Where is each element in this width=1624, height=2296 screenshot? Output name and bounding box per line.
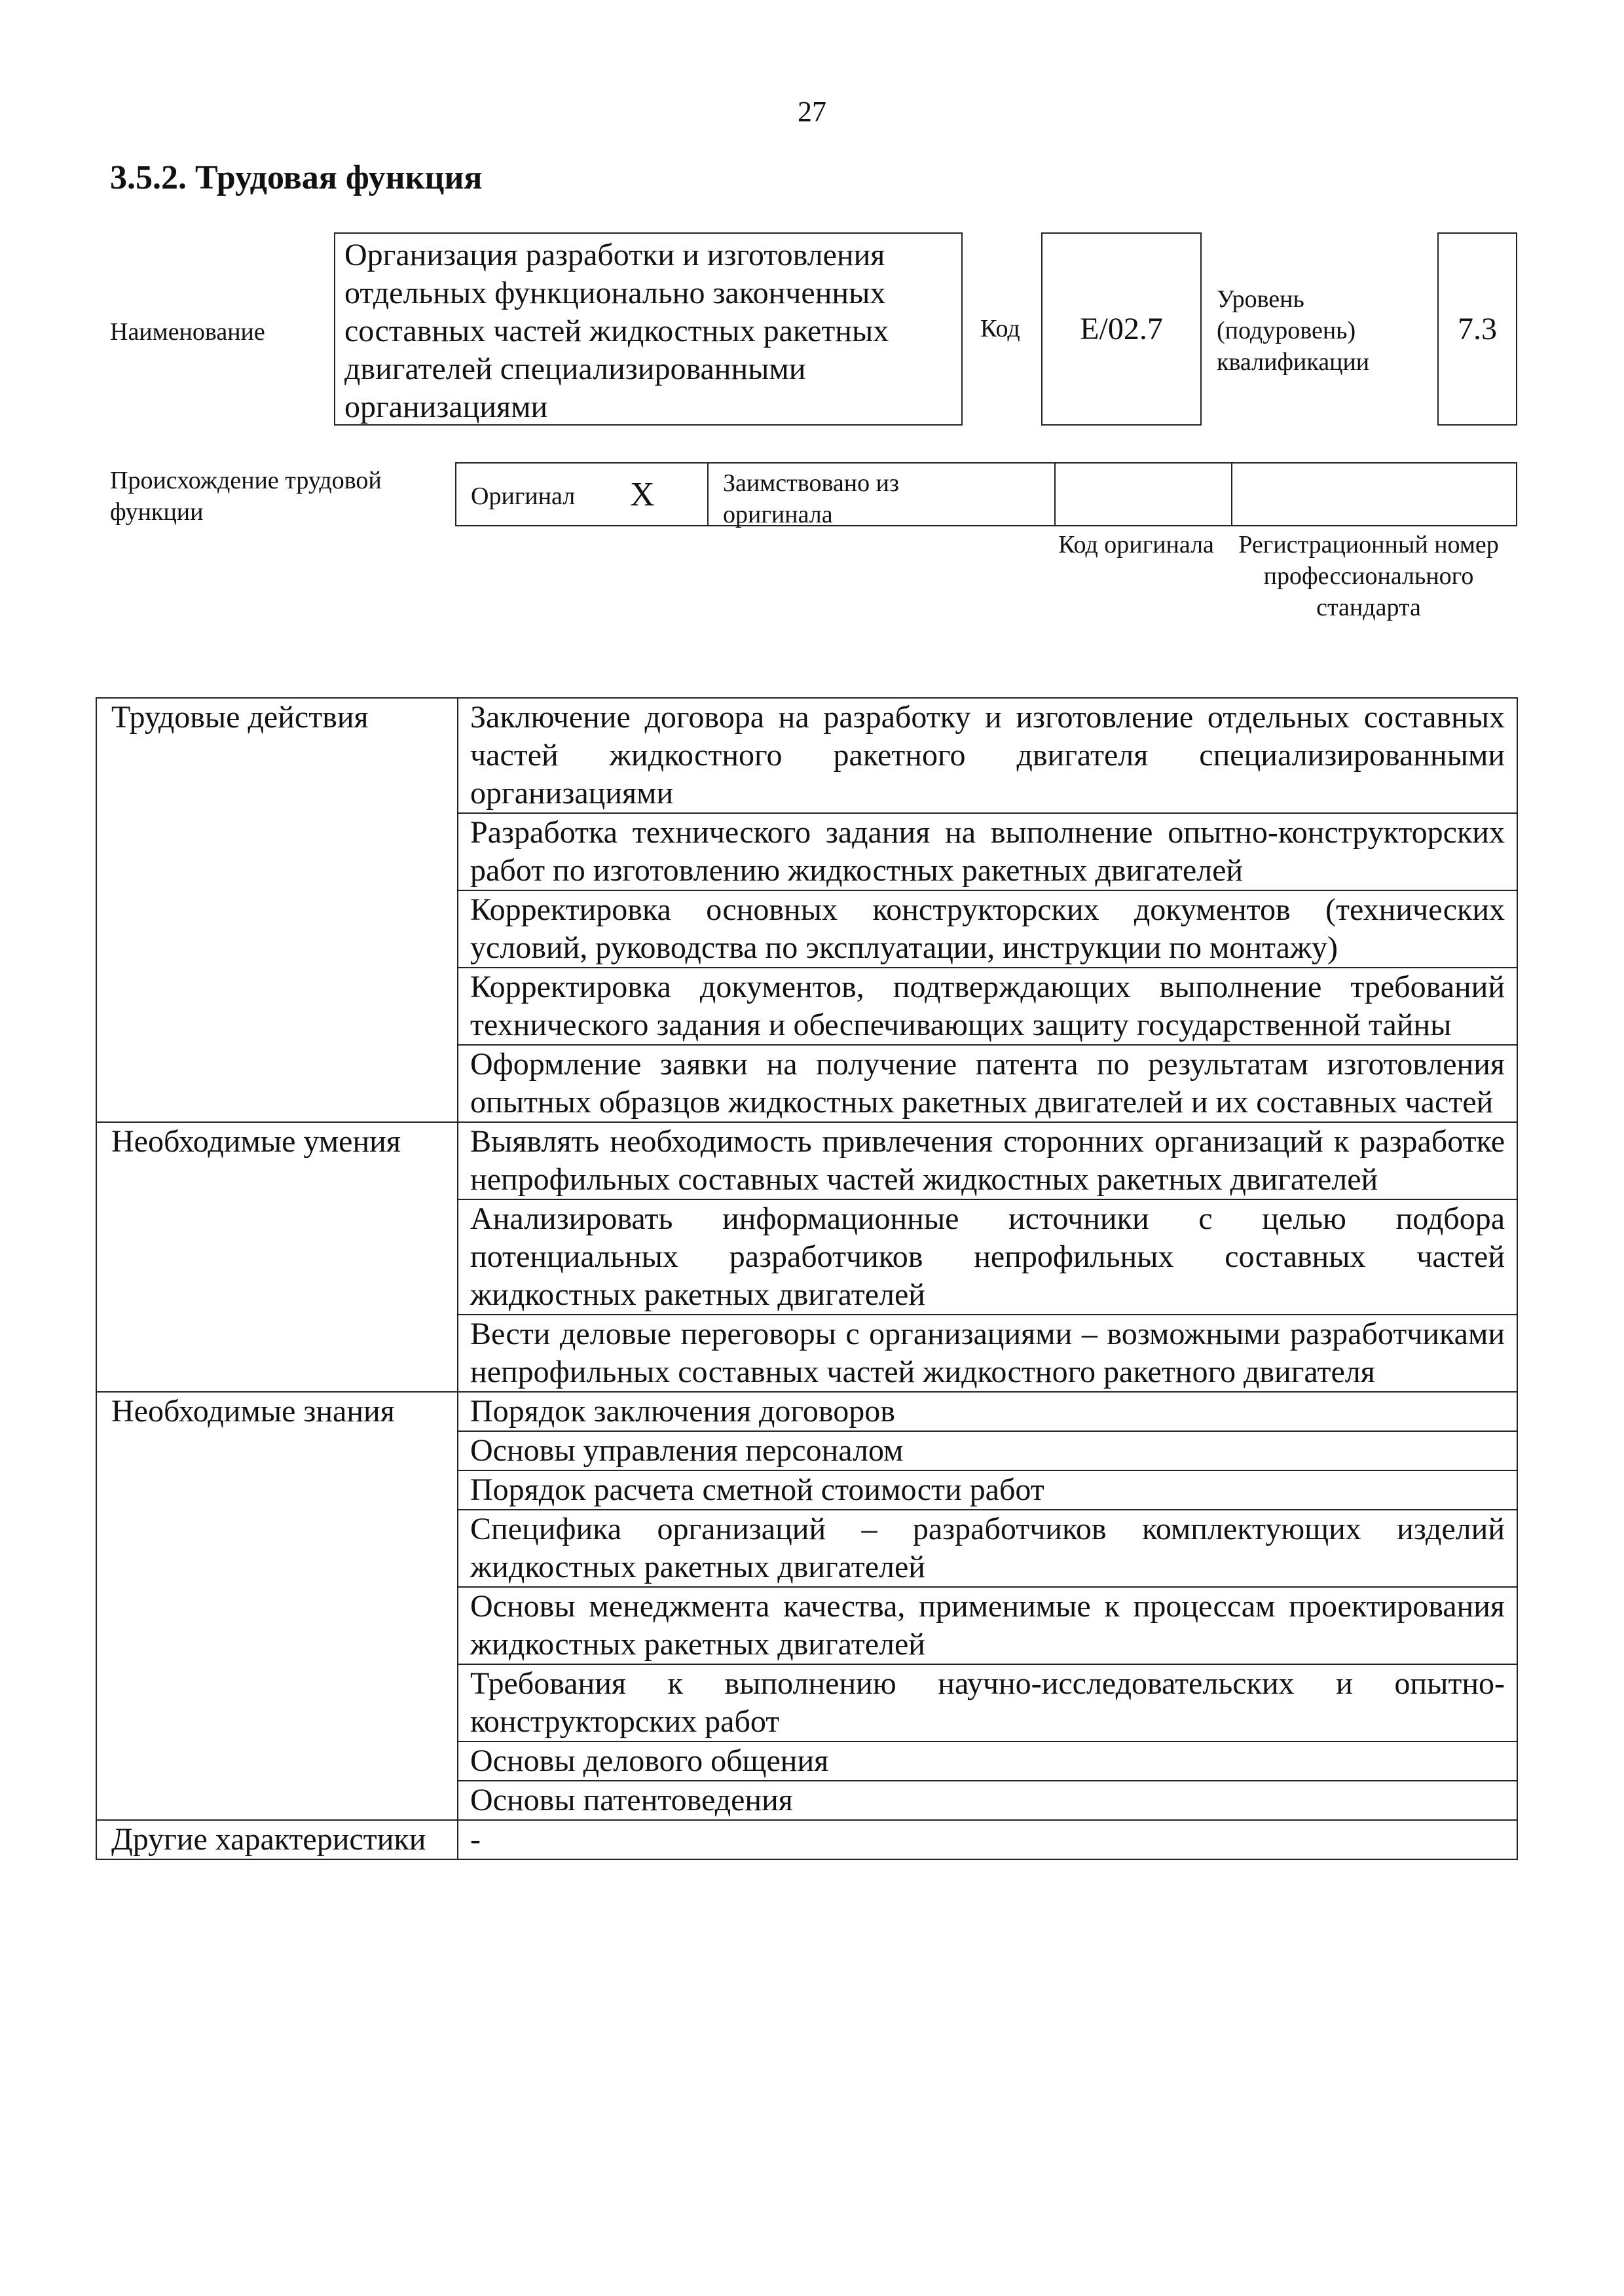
row-text: Вести деловые переговоры с организациями – возможными разработчиками непрофильных составных частей жидкостного ракетного двигателя bbox=[458, 1315, 1517, 1392]
row-text: Анализировать информационные источники с целью подбора потенциальных разработчиков непрофильных составных частей жидкостных ракетных двигателей bbox=[458, 1199, 1517, 1315]
category-cell: Необходимые знания bbox=[96, 1392, 458, 1820]
row-text: Основы патентоведения bbox=[458, 1781, 1517, 1820]
original-cell bbox=[456, 464, 709, 525]
level-box bbox=[1437, 232, 1517, 426]
page-number: 27 bbox=[798, 96, 826, 128]
row-text: Разработка технического задания на выполнение опытно-конструкторских работ по изготовлению жидкостных ракетных двигателей bbox=[458, 813, 1517, 890]
row-text: Заключение договора на разработку и изготовление отдельных составных частей жидкостного ракетного двигателя специализированными организациями bbox=[458, 698, 1517, 813]
table-row bbox=[96, 1392, 1517, 1431]
row-text: Порядок расчета сметной стоимости работ bbox=[458, 1470, 1517, 1510]
table-row bbox=[96, 1820, 1517, 1859]
row-text: Специфика организаций – разработчиков комплектующих изделий жидкостных ракетных двигателей bbox=[458, 1510, 1517, 1587]
row-text: Основы делового общения bbox=[458, 1741, 1517, 1781]
qualification-level-label: Уровень (подуровень) квалификации bbox=[1217, 285, 1370, 376]
original-label: Оригинал bbox=[471, 483, 576, 510]
row-text: Выявлять необходимость привлечения сторонних организаций к разработке непрофильных составных частей жидкостных ракетных двигателей bbox=[458, 1122, 1517, 1199]
origin-row bbox=[455, 462, 1517, 526]
table-row bbox=[96, 698, 1517, 813]
function-name-box bbox=[334, 232, 963, 426]
origin-label: Происхождение трудовой функции bbox=[110, 467, 382, 526]
row-text: Корректировка основных конструкторских документов (технических условий, руководства по эксплуатации, инструкции по монтажу) bbox=[458, 890, 1517, 968]
row-text: Корректировка документов, подтверждающих выполнение требований технического задания и обеспечивающих защиту государственной тайны bbox=[458, 968, 1517, 1045]
category-cell: Трудовые действия bbox=[96, 698, 458, 1122]
original-code-caption: Код оригинала bbox=[1058, 531, 1214, 558]
row-text: - bbox=[458, 1820, 1517, 1859]
section-title: 3.5.2. Трудовая функция bbox=[110, 159, 483, 196]
row-text: Основы управления персоналом bbox=[458, 1431, 1517, 1470]
level-value: 7.3 bbox=[1458, 311, 1497, 346]
category-cell: Другие характеристики bbox=[96, 1820, 458, 1859]
code-value: E/02.7 bbox=[1080, 311, 1163, 346]
row-text: Порядок заключения договоров bbox=[458, 1392, 1517, 1431]
code-label: Код bbox=[980, 315, 1020, 342]
row-text: Оформление заявки на получение патента по результатам изготовления опытных образцов жидкостных ракетных двигателей и их составных частей bbox=[458, 1045, 1517, 1122]
labor-function-table bbox=[96, 697, 1518, 1860]
borrowed-label: Заимствовано из оригинала bbox=[723, 469, 899, 528]
row-text: Основы менеджмента качества, применимые к процессам проектирования жидкостных ракетных двигателей bbox=[458, 1587, 1517, 1664]
row-text: Требования к выполнению научно-исследовательских и опытно-конструкторских работ bbox=[458, 1664, 1517, 1741]
borrowed-cell bbox=[709, 464, 1056, 528]
original-mark: X bbox=[630, 476, 655, 513]
registration-number-caption: Регистрационный номер профессионального стандарта bbox=[1238, 531, 1499, 621]
name-label: Наименование bbox=[110, 318, 265, 346]
original-code-cell bbox=[1056, 464, 1232, 525]
code-box bbox=[1041, 232, 1202, 426]
table-row bbox=[96, 1122, 1517, 1199]
registration-number-cell bbox=[1232, 464, 1519, 525]
category-cell: Необходимые умения bbox=[96, 1122, 458, 1392]
function-name-value: Организация разработки и изготовления отдельных функционально законченных составных частей жидкостных ракетных двигателей специализированными организациями bbox=[344, 238, 889, 424]
